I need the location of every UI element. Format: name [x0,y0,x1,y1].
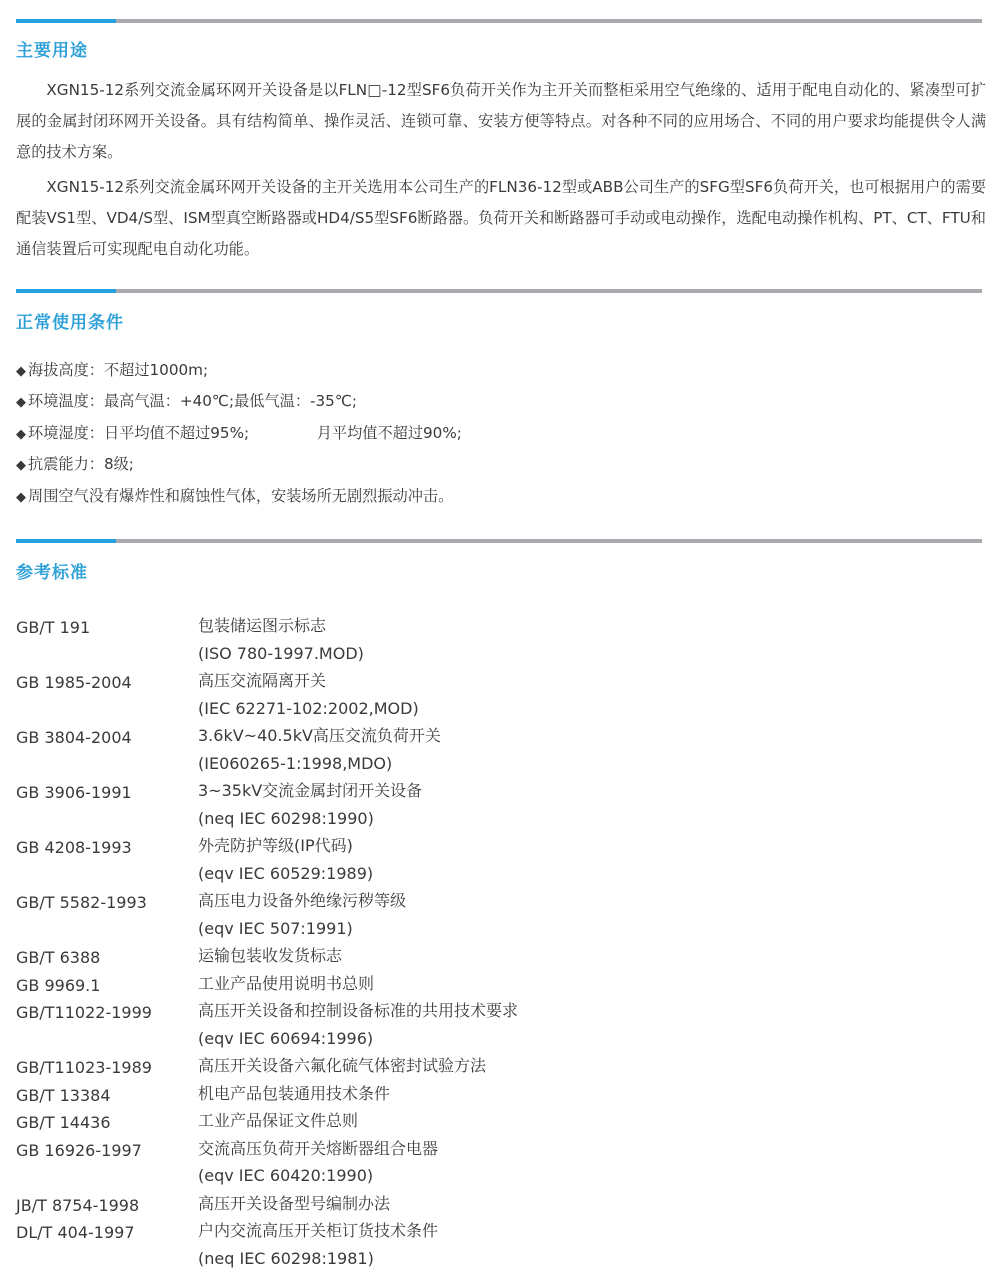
standard-code [16,807,152,835]
standard-code [16,642,152,670]
standard-code [16,862,152,890]
standard-code: GB/T 6388 [16,948,101,967]
standard-description: 高压交流隔离开关 [198,671,327,690]
section-divider-conditions [16,289,982,293]
condition-text: 环境温度：最高气温：+40℃;最低气温：-35℃; [28,392,358,411]
standard-description: 高压开关设备六氟化硫气体密封试验方法 [198,1056,487,1075]
standard-description: 3~35kV交流金属封闭开关设备 [198,781,423,800]
standard-code: GB/T11023-1989 [16,1058,152,1077]
diamond-bullet-icon: ◆ [16,426,26,442]
standard-code: GB 9969.1 [16,975,101,995]
standard-code: GB/T 13384 [16,1085,111,1105]
standard-description: 机电产品包装通用技术条件 [198,1083,391,1103]
condition-item [16,355,462,386]
standard-code [16,1027,152,1055]
standard-description: (eqv IEC 60529:1989) [198,863,374,883]
standard-codes-column [16,612,152,1247]
section-title-conditions: 正常使用条件 [16,313,124,333]
standard-description: 高压开关设备型号编制办法 [198,1193,391,1213]
condition-item [16,481,462,512]
divider-accent [16,539,116,543]
standard-description: 高压开关设备和控制设备标准的共用技术要求 [198,1001,519,1020]
section-title-usage: 主要用途 [16,41,88,61]
section-title-standards: 参考标准 [16,563,88,583]
condition-text: 海拔高度：不超过1000m; [28,361,209,379]
standard-description: 高压电力设备外绝缘污秽等级 [198,891,407,910]
condition-text: 抗震能力：8级; [28,455,134,474]
standard-code: GB/T 191 [16,618,91,637]
standard-code: GB/T11022-1999 [16,1003,152,1022]
diamond-bullet-icon: ◆ [16,395,26,411]
standard-description: 工业产品使用说明书总则 [198,973,375,993]
section-divider-usage [16,19,982,23]
conditions-list [16,355,462,512]
usage-paragraph-1: XGN15-12系列交流金属环网开关设备是以FLN□-12型SF6负荷开关作为主开关而整柜采用空气绝缘的、适用于配电自动化的、紧凑型可扩展的金属封闭环网开关设备。具有结构简单、操作灵活、连锁可靠、安装方便等特点。对各种不同的应用场合、不同的用户要求均能提供令人满意的技术方案。 [16,81,986,161]
condition-item [16,386,462,417]
standard-description: 户内交流高压开关柜订货技术条件 [198,1221,439,1240]
diamond-bullet-icon: ◆ [16,458,26,474]
standard-description: (IEC 62271-102:2002,MOD) [198,698,419,718]
standard-code: DL/T 404-1997 [16,1223,135,1242]
standard-code [16,752,152,780]
section-divider-standards [16,539,982,543]
standard-description: (eqv IEC 507:1991) [198,918,353,938]
standard-code [16,697,152,725]
standard-description: 包装储运图示标志 [198,616,327,635]
condition-item [16,449,462,480]
condition-item [16,418,462,449]
divider-accent [16,19,116,23]
standard-code: GB 4208-1993 [16,838,132,857]
standard-description: 交流高压负荷开关熔断器组合电器 [198,1138,439,1158]
standard-code: JB/T 8754-1998 [16,1195,140,1215]
standard-description: 外壳防护等级(IP代码) [198,836,353,855]
standard-description: (neq IEC 60298:1981) [198,1248,374,1268]
standard-description: (ISO 780-1997.MOD) [198,643,364,663]
standard-description: (neq IEC 60298:1990) [198,808,374,828]
standard-descriptions-column [198,612,518,1272]
standard-code: GB/T 14436 [16,1113,111,1132]
divider-accent [16,289,116,293]
standard-description: 3.6kV~40.5kV高压交流负荷开关 [198,726,441,745]
standard-description: (IE060265-1:1998,MDO) [198,753,393,773]
standard-description: 工业产品保证文件总则 [198,1111,359,1130]
standard-code: GB 16926-1997 [16,1140,142,1160]
standard-code: GB 1985-2004 [16,673,132,692]
usage-paragraph-2: XGN15-12系列交流金属环网开关设备的主开关选用本公司生产的FLN36-12型或ABB公司生产的SFG型SF6负荷开关，也可根据用户的需要配装VS1型、VD4/S型、ISM型真空断路器或HD4/S5型SF6断路器。负荷开关和断路器可手动或电动操作，选配电动操作机构、PT、CT、FTU和通信装置后可实现配电自动化功能。 [16,178,986,258]
diamond-bullet-icon: ◆ [16,489,26,505]
diamond-bullet-icon: ◆ [16,364,26,379]
condition-text: 环境湿度：日平均值不超过95%; 月平均值不超过90%; [28,423,462,442]
standard-description: 运输包装收发货标志 [198,946,343,965]
standard-code [16,1164,152,1192]
standard-code: GB/T 5582-1993 [16,893,147,912]
condition-text: 周围空气没有爆炸性和腐蚀性气体，安装场所无剧烈振动冲击。 [28,486,454,505]
standard-code: GB 3906-1991 [16,783,132,802]
standard-description: (eqv IEC 60420:1990) [198,1166,374,1185]
standard-description: (eqv IEC 60694:1996) [198,1028,374,1048]
standard-code [16,917,152,945]
standard-code: GB 3804-2004 [16,728,132,747]
